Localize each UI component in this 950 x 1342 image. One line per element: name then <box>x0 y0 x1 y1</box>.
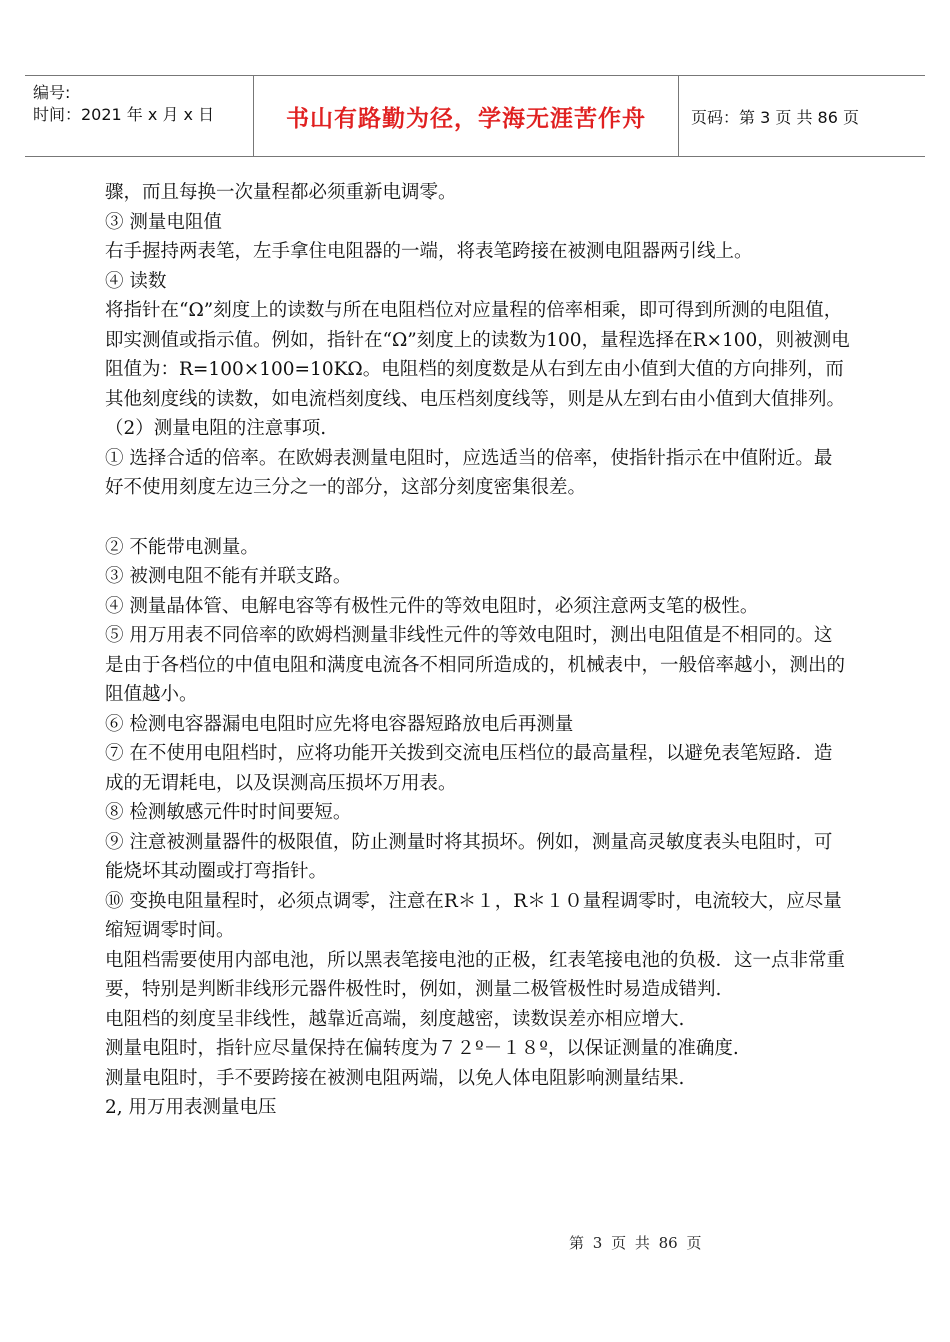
body-paragraph: （2）测量电阻的注意事项. <box>105 418 327 439</box>
header-motto-cell <box>254 76 679 156</box>
body-paragraph: 右手握持两表笔，左手拿住电阻器的一端，将表笔跨接在被测电阻器两引线上。 <box>105 241 753 262</box>
body-paragraph: 测量电阻时，手不要跨接在被测电阻两端，以免人体电阻影响测量结果. <box>105 1067 685 1089</box>
body-paragraph: ④ 读数 <box>105 270 167 292</box>
body-paragraph: ⑧ 检测敏感元件时时间要短。 <box>105 802 352 823</box>
document-body <box>105 178 850 1123</box>
body-paragraph: ⑩ 变换电阻量程时，必须点调零，注意在R＊１，R＊１０量程调零时，电流较大，应尽量缩短调零时间。 <box>105 890 842 941</box>
body-paragraph: 电阻档的刻度呈非线性，越靠近高端，刻度越密，读数误差亦相应增大. <box>105 1008 685 1030</box>
body-paragraph: 将指针在“Ω”刻度上的读数与所在电阻档位对应量程的倍率相乘，即可得到所测的电阻值，即实测值或指示值。例如，指针在“Ω”刻度上的读数为100，量程选择在R×100，则被测电阻值为：R=100×100=10KΩ。电阻档的刻度数是从右到左由小值到大值的方向排列，而其他刻度线的读数，如电流档刻度线、电压档刻度线等，则是从左到右由小值到大值排列。 <box>105 300 850 410</box>
header-page-cell <box>679 76 925 156</box>
page-footer: 第 3 页 共 86 页 <box>569 1234 702 1252</box>
document-time-label: 时间：2021 年 x 月 x 日 <box>33 105 215 124</box>
body-paragraph: ② 不能带电测量。 <box>105 536 259 558</box>
header-page-info: 页码：第 3 页 共 86 页 <box>691 107 859 127</box>
body-paragraph: 电阻档需要使用内部电池，所以黑表笔接电池的正极，红表笔接电池的负极．这一点非常重要，特别是判断非线形元器件极性时，例如，测量二极管极性时易造成错判. <box>105 949 846 1000</box>
body-paragraph: ④ 测量晶体管、电解电容等有极性元件的等效电阻时，必须注意两支笔的极性。 <box>105 595 759 617</box>
body-paragraph: ⑤ 用万用表不同倍率的欧姆档测量非线性元件的等效电阻时，测出电阻值是不相同的。这是由于各档位的中值电阻和满度电流各不相同所造成的，机械表中，一般倍率越小，测出的阻值越小。 <box>105 625 846 705</box>
body-paragraph: ① 选择合适的倍率。在欧姆表测量电阻时，应选适当的倍率，使指针指示在中值附近。最好不使用刻度左边三分之一的部分，这部分刻度密集很差。 <box>105 447 833 498</box>
section-heading: 2, 用万用表测量电压 <box>105 1097 277 1118</box>
body-paragraph: ③ 被测电阻不能有并联支路。 <box>105 566 352 587</box>
body-paragraph: ⑦ 在不使用电阻档时，应将功能开关拨到交流电压档位的最高量程，以避免表笔短路．造成的无谓耗电，以及误测高压损坏万用表。 <box>105 743 833 794</box>
body-paragraph: 骤，而且每换一次量程都必须重新电调零。 <box>105 182 457 203</box>
document-number-label: 编号: <box>33 83 71 102</box>
body-paragraph: 测量电阻时，指针应尽量保持在偏转度为７２º－１８º，以保证测量的准确度. <box>105 1038 739 1059</box>
blank-line <box>105 503 850 533</box>
body-paragraph: ⑨ 注意被测量器件的极限值，防止测量时将其损坏。例如，测量高灵敏度表头电阻时，可能烧坏其动圈或打弯指针。 <box>105 831 833 882</box>
body-paragraph: ③ 测量电阻值 <box>105 211 222 233</box>
body-paragraph: ⑥ 检测电容器漏电电阻时应先将电容器短路放电后再测量 <box>105 713 574 735</box>
header-meta <box>25 76 254 156</box>
header-motto: 书山有路勤为径，学海无涯苦作舟 <box>286 105 646 132</box>
page-header <box>25 75 925 157</box>
